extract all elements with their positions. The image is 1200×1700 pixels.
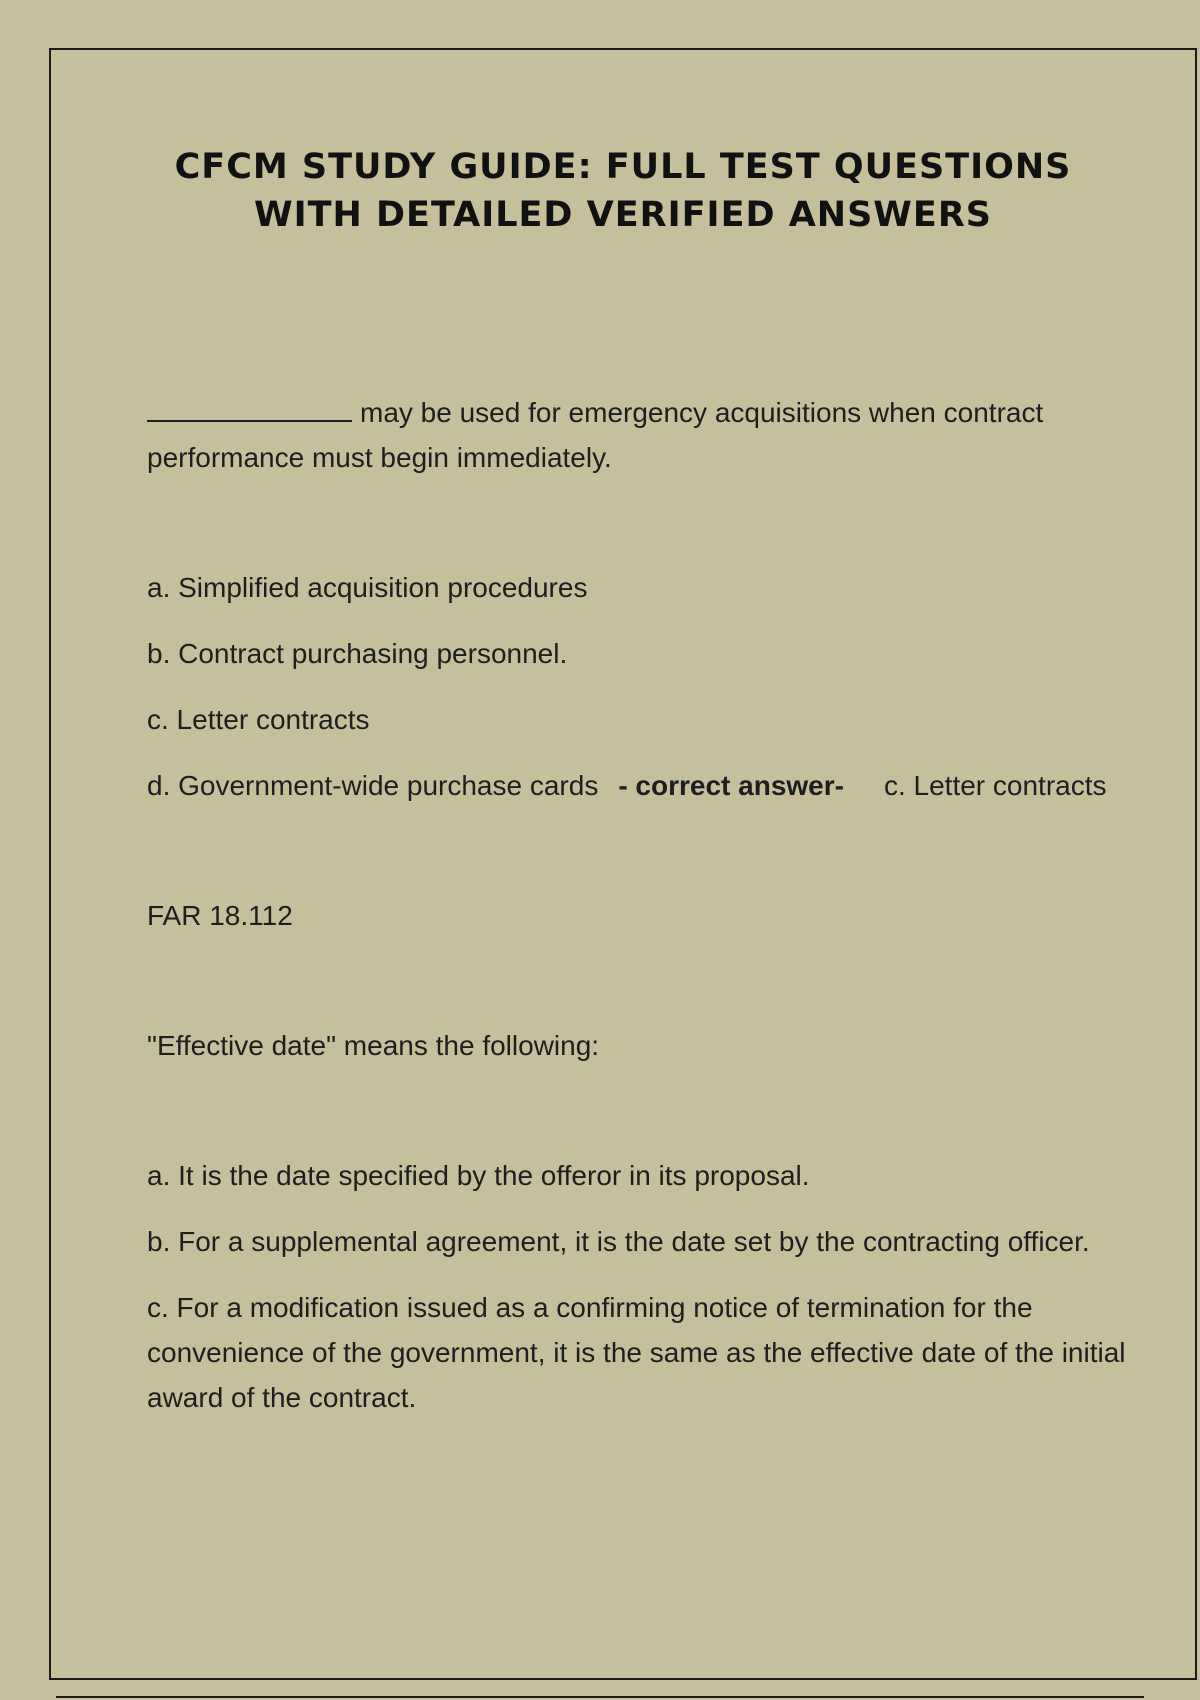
document-title [51, 143, 1195, 239]
question-2-option-a: a. It is the date specified by the offeror in its proposal. [147, 1160, 810, 1191]
question-2-stem: "Effective date" means the following: [147, 1030, 600, 1061]
footer-rule [56, 1696, 1144, 1698]
question-2-option-b: b. For a supplemental agreement, it is the date set by the contracting officer. [147, 1226, 1090, 1257]
title-line-2: WITH DETAILED VERIFIED ANSWERS [254, 195, 992, 235]
page-frame [49, 48, 1197, 1680]
title-line-1: CFCM STUDY GUIDE: FULL TEST QUESTIONS [174, 147, 1072, 187]
question-1-option-d-with-answer [147, 763, 1137, 808]
question-1-option-a: a. Simplified acquisition procedures [147, 572, 588, 603]
question-1-reference: FAR 18.112 [147, 900, 293, 931]
question-1-option-b: b. Contract purchasing personnel. [147, 638, 568, 669]
correct-answer-text: c. Letter contracts [883, 770, 1107, 801]
question-2-option-c: c. For a modification issued as a confirming notice of termination for the convenience of the government, it is the same as the effective date of the initial award of the contract. [147, 1292, 1126, 1413]
question-1-option-d: d. Government-wide purchase cards [147, 770, 599, 801]
question-1-option-c: c. Letter contracts [147, 704, 370, 735]
fill-in-blank [147, 390, 352, 422]
question-content [147, 390, 1137, 1420]
correct-answer-label: - correct answer- [618, 770, 844, 801]
question-1-stem: may be used for emergency acquisitions when contract performance must begin immediately. [147, 390, 1137, 480]
